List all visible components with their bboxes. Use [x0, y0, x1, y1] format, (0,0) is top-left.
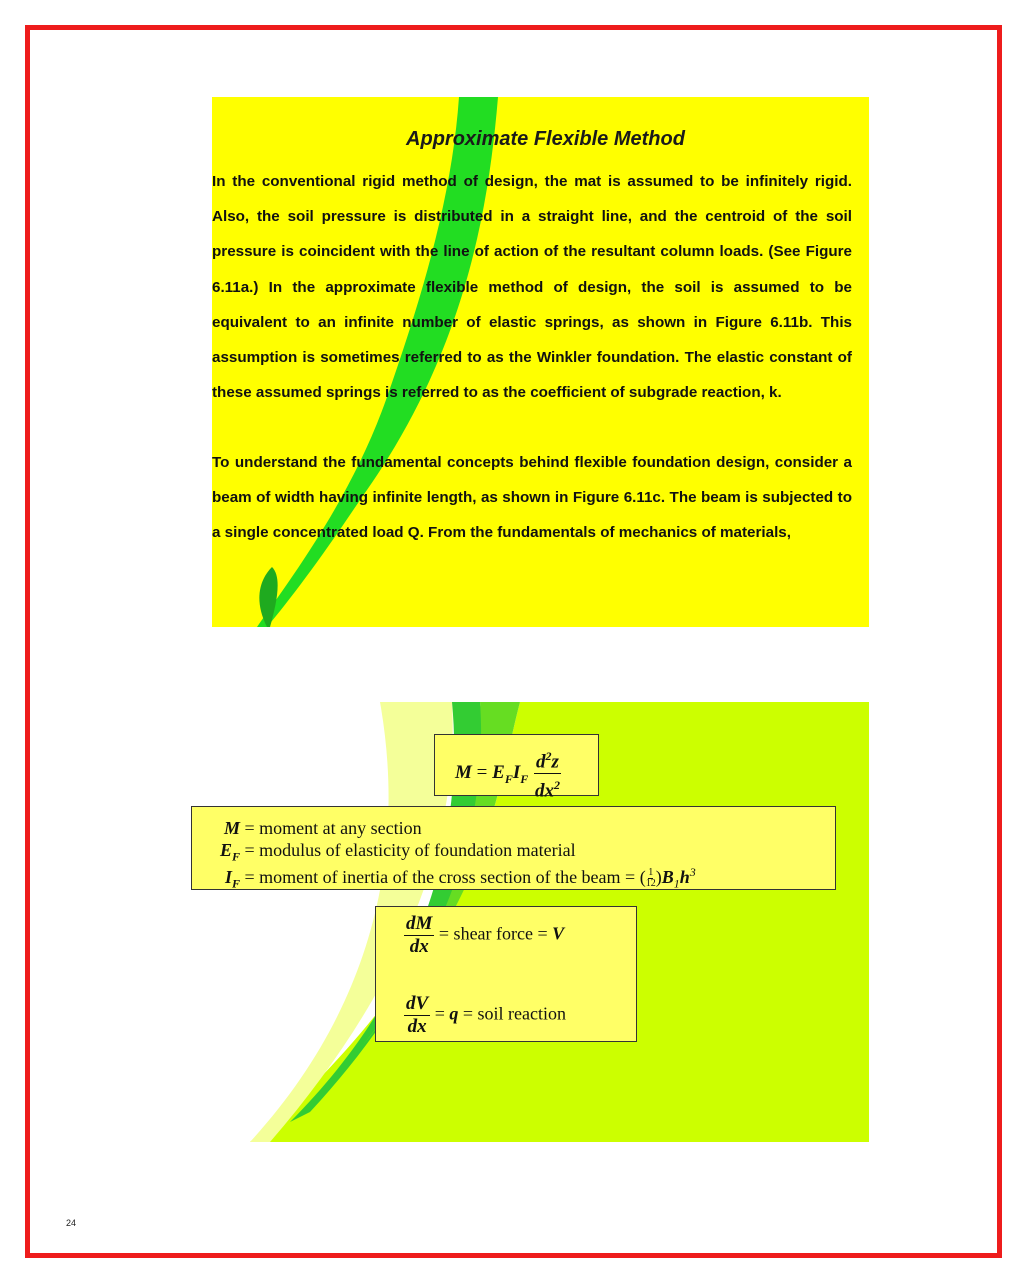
def-width-symbol: B — [661, 867, 674, 887]
reaction-symbol: q — [449, 1003, 459, 1024]
shear-text: = shear force = — [438, 923, 553, 944]
def-height-symbol: h — [679, 867, 690, 887]
reaction-text: = soil reaction — [458, 1003, 566, 1024]
reaction-frac-den: dx — [407, 1016, 427, 1037]
reaction-frac-num: dV — [406, 993, 429, 1014]
shear-frac-num: dM — [406, 913, 433, 934]
slide-approximate-flexible-method — [212, 97, 869, 627]
page-number: 24 — [66, 1218, 77, 1228]
slide-beam-equations — [190, 702, 869, 1142]
def-modulus-subscript: F — [231, 849, 240, 864]
moment-equation-box — [434, 734, 599, 802]
def-moment-text: = moment at any section — [244, 818, 422, 838]
soil-reaction-equation — [404, 993, 566, 1038]
def-inertia-subscript: F — [231, 876, 240, 891]
eq-frac-num-d: d — [536, 751, 546, 773]
definition-inertia — [218, 861, 696, 895]
symbol-definitions-box — [191, 806, 836, 890]
def-modulus-text: = modulus of elasticity of foundation material — [244, 840, 576, 860]
def-inertia-symbol: I — [224, 867, 232, 887]
eq-inertia-symbol: I — [512, 762, 521, 784]
reaction-equals: = — [434, 1003, 450, 1024]
def-height-superscript: 3 — [689, 865, 696, 879]
def-moment-symbol: M — [223, 818, 240, 838]
eq-inertia-subscript: F — [520, 771, 529, 786]
def-width-subscript: 1 — [673, 876, 680, 891]
eq-equals: = — [476, 762, 488, 784]
eq-frac-den-sup: 2 — [554, 778, 560, 793]
eq-modulus-subscript: F — [504, 771, 513, 786]
paragraph-beam-concepts: To understand the fundamental concepts behind flexible foundation design, consider a beam of width having infinite length, as shown in Figure 6.11c. The beam is subjected to a single concentrated load Q. From the fundamentals of mechanics of materials, — [212, 454, 852, 542]
eq-second-derivative — [533, 745, 562, 803]
shear-and-reaction-box — [375, 906, 637, 1042]
definition-moment — [218, 817, 422, 839]
eq-frac-num-sup: 2 — [545, 749, 552, 763]
def-inertia-fraction — [646, 868, 656, 889]
def-close-paren: ) — [655, 867, 662, 887]
eq-frac-num-z: z — [551, 751, 559, 773]
shear-symbol: V — [552, 923, 565, 944]
slide-title: Approximate Flexible Method — [406, 128, 685, 150]
shear-frac-den: dx — [409, 936, 429, 957]
eq-moment-symbol: M — [455, 762, 472, 784]
def-inertia-text: = moment of inertia of the cross section of the beam = ( — [244, 867, 646, 887]
def-frac-num: 1 — [648, 867, 654, 879]
paragraph-rigid-vs-flexible: In the conventional rigid method of design, the mat is assumed to be infinitely rigid. Also, the soil pressure is distributed in a straight line, and the centroid of the soil pressure is coincident with the line of action of the resultant column loads. (See Figure 6.11a.) In the approximate flexible method of design, the soil is assumed to be equivalent to an infinite number of elastic springs, as shown in Figure 6.11b. This assumption is sometimes referred to as the Winkler foundation. The elastic constant of these assumed springs is referred to as the coefficient of subgrade reaction, k. — [212, 173, 852, 402]
def-modulus-symbol: E — [219, 840, 232, 860]
def-frac-den: 12 — [645, 878, 656, 890]
eq-frac-den-dx: dx — [535, 780, 554, 802]
shear-force-equation — [404, 913, 564, 958]
eq-modulus-symbol: E — [492, 762, 505, 784]
